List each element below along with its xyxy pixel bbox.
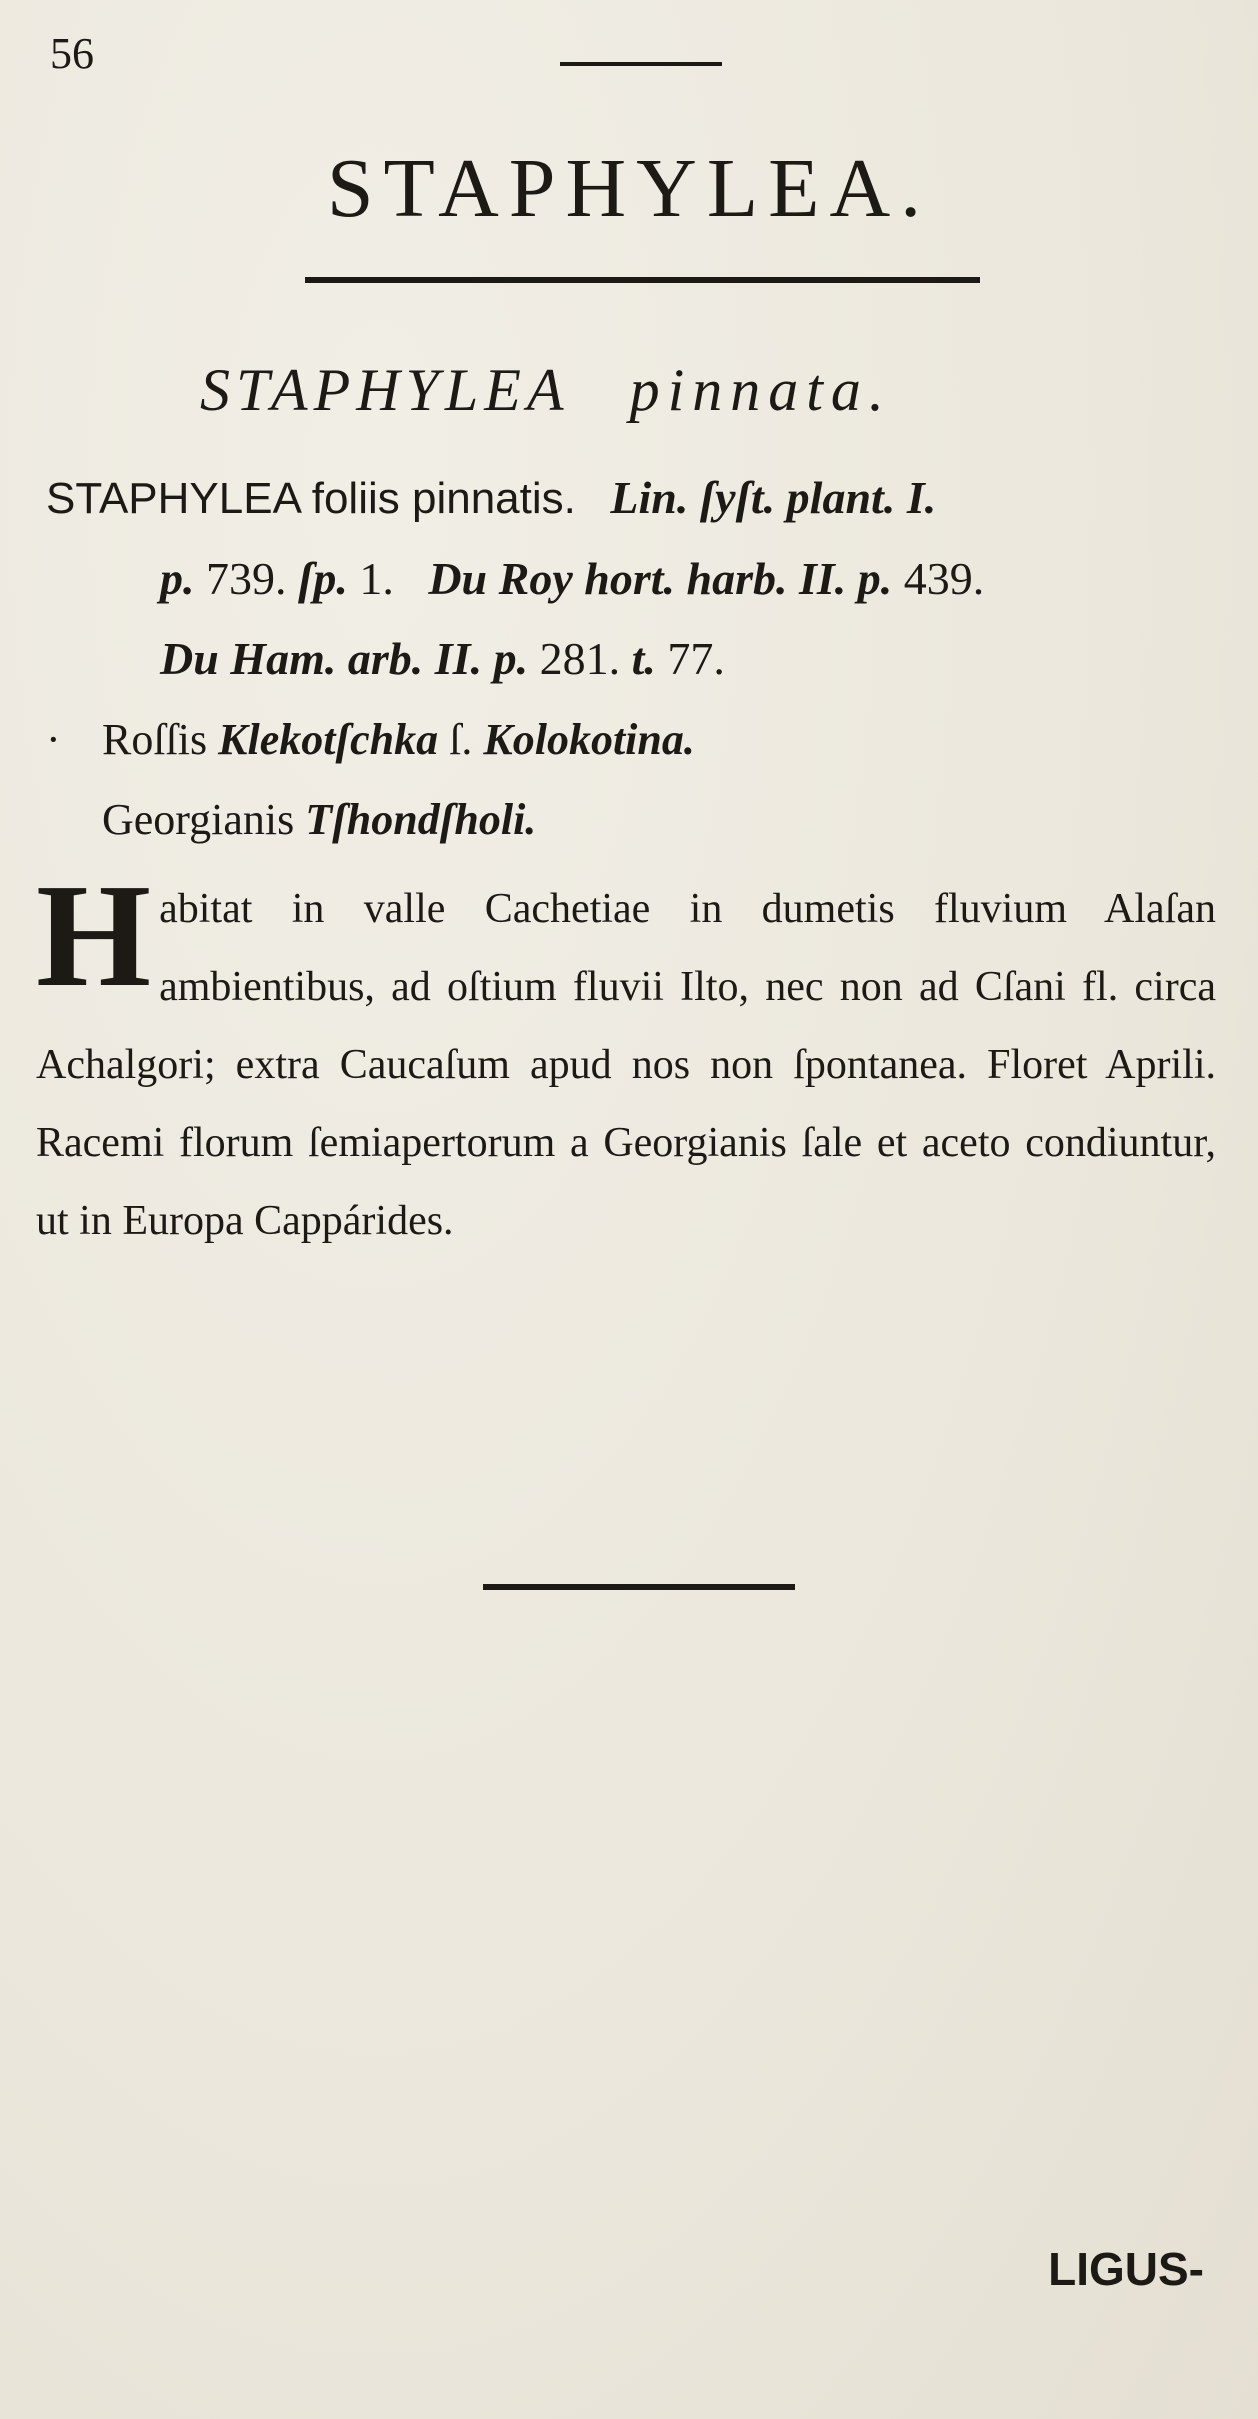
russian-label: Roſſis — [102, 715, 219, 764]
body-paragraph — [36, 854, 1216, 1260]
ref-p: p. — [160, 553, 195, 604]
vernacular-russian — [46, 700, 1226, 780]
bullet-mark: · — [46, 715, 61, 764]
ref-sp-num: 1. — [347, 553, 406, 604]
synonym-lead: STAPHYLEA — [46, 474, 300, 523]
vernacular-georgian — [46, 780, 1226, 860]
body-text: abitat in valle Cachetiae in dumetis fluvium Alaſan ambientibus, ad oſtium fluvii Ilto, nec non ad Cſani fl. circa Achalgori; extra Caucaſum apud nos non ſpontanea. Floret Aprili. Racemi florum ſemiapertorum a Georgianis ſale et aceto condiuntur, ut in Europa Cappárides. — [36, 886, 1216, 1244]
ref-du-roy: Du Roy hort. harb. II. p. — [428, 553, 893, 604]
ref-du-ham: Du Ham. arb. II. p. — [160, 633, 529, 684]
synonym-line-2 — [46, 539, 1226, 619]
page-number: 56 — [50, 29, 94, 78]
ref-page: 739. — [194, 553, 298, 604]
synonym-line-3 — [46, 619, 1226, 699]
end-rule — [483, 1584, 795, 1590]
synonym-reference-linnaeus: Lin. ſyſt. plant. I. — [610, 472, 937, 523]
species-epithet: pinnata. — [629, 357, 892, 423]
synonym-description: foliis pinnatis. — [299, 474, 576, 523]
drop-cap: H — [36, 854, 152, 1018]
synonymy-block — [46, 458, 1226, 699]
vernacular-names — [46, 700, 1226, 860]
russian-name-1: Klekotſchka — [218, 715, 439, 764]
ref-plate: 77. — [655, 633, 725, 684]
georgian-label: Georgianis — [102, 795, 306, 844]
ref-du-roy-page: 439. — [892, 553, 985, 604]
russian-separator: ſ. — [438, 715, 484, 764]
russian-name-2: Kolokotina. — [483, 715, 695, 764]
page-title: STAPHYLEA. — [326, 142, 932, 235]
species-heading — [200, 356, 892, 425]
ref-du-ham-page: 281. — [528, 633, 632, 684]
catchword: LIGUS- — [1048, 2243, 1204, 2295]
title-rule — [305, 277, 980, 283]
header-rule — [560, 62, 722, 66]
species-genus: STAPHYLEA — [200, 357, 570, 423]
ref-sp: ſp. — [298, 553, 348, 604]
ref-t: t. — [631, 633, 656, 684]
georgian-name: Tſhondſholi. — [305, 795, 537, 844]
